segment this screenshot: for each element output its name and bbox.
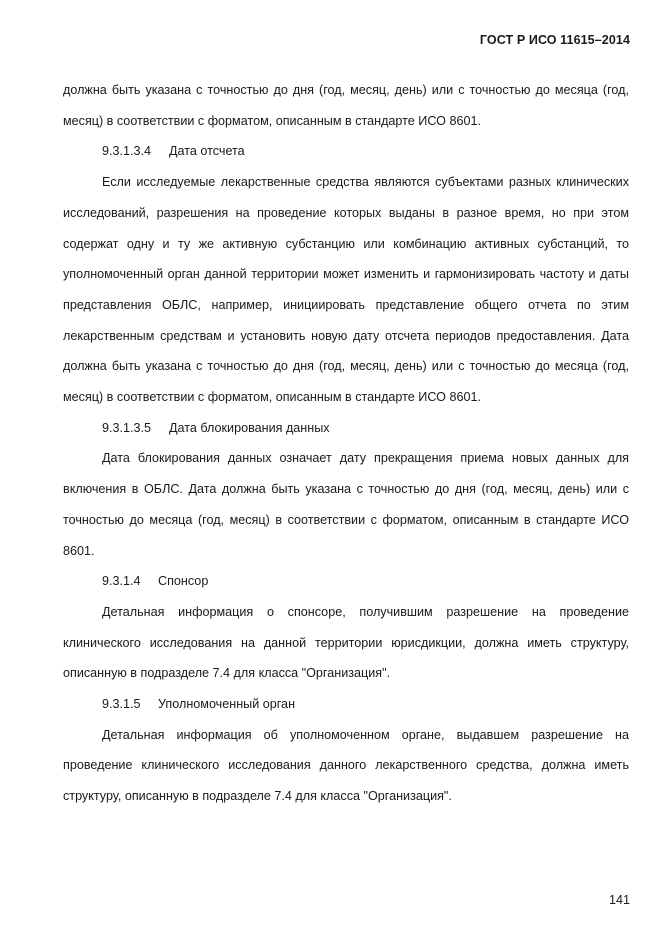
section-number: 9.3.1.5 — [102, 697, 141, 712]
paragraph-authorized-body: Детальная информация об уполномоченном органе, выдавшем разрешение на проведение клинического исследования данного лекарственного средства, должна иметь структуру, описанную в подразделе 7.4 для класса "Организация". — [63, 727, 629, 804]
page-body — [63, 75, 629, 812]
section-title: Дата отсчета — [169, 144, 245, 159]
section-number: 9.3.1.3.5 — [102, 420, 152, 435]
section-heading-9-3-1-5 — [63, 689, 629, 720]
paragraph-reference-date: Если исследуемые лекарственные средства являются субъектами разных клинических исследований, разрешения на проведение которых выданы в разное время, но при этом содержат одну и ту же активную субстанцию или комбинацию активных субстанций, то уполномоченный орган данной территории может изменить и гармонизировать частоту и даты представления ОБЛС, например, инициировать представление общего отчета по этим лекарственным средствам и установить новую дату отсчета периодов предоставления. Дата должна быть указана с точностью до дня (год, месяц, день) или с точностью до месяца (год, месяц) в соответствии с форматом, описанным в стандарте ИСО 8601. — [63, 175, 629, 405]
section-number: 9.3.1.4 — [102, 574, 141, 589]
section-heading-9-3-1-4 — [63, 566, 629, 597]
paragraph-sponsor: Детальная информация о спонсоре, получившим разрешение на проведение клинического исследования на данной территории юрисдикции, должна иметь структуру, описанную в подразделе 7.4 для класса "Организация". — [63, 604, 629, 681]
page-number: 141 — [608, 893, 630, 907]
paragraph-data-lock-date: Дата блокирования данных означает дату прекращения приема новых данных для включения в ОБЛС. Дата должна быть указана с точностью до дня (год, месяц, день) или с точностью до месяца (год, месяц) в соответствии с форматом, описанным в стандарте ИСО 8601. — [63, 451, 629, 558]
section-title: Уполномоченный орган — [158, 697, 296, 712]
paragraph-continuation: должна быть указана с точностью до дня (год, месяц, день) или с точностью до месяца (год, месяц) в соответствии с форматом, описанным в стандарте ИСО 8601. — [63, 83, 629, 128]
section-title: Дата блокирования данных — [169, 420, 330, 435]
section-number: 9.3.1.3.4 — [102, 144, 152, 159]
section-heading-9-3-1-3-4 — [63, 136, 629, 167]
section-heading-9-3-1-3-5 — [63, 413, 629, 444]
standard-header: ГОСТ Р ИСО 11615–2014 — [479, 33, 630, 47]
section-title: Спонсор — [158, 574, 209, 589]
